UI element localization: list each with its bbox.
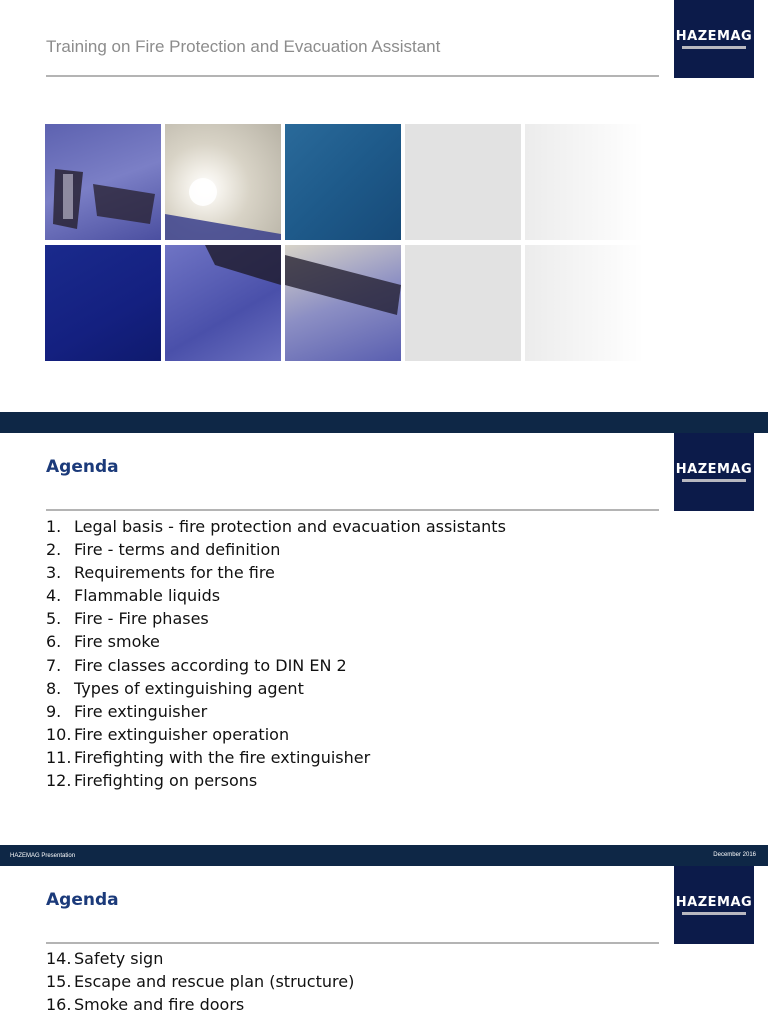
list-item: 8. Types of extinguishing agent: [46, 678, 304, 698]
list-item: 4. Flammable liquids: [46, 586, 221, 606]
logo-underline: [682, 912, 746, 915]
agenda-list: [46, 947, 354, 1016]
hero-image-mosaic: [45, 124, 645, 362]
slide-title: [0, 0, 768, 412]
slide-footer: [0, 845, 768, 866]
hazemag-logo: [674, 433, 754, 511]
list-item: 2. Fire - terms and definition: [46, 540, 281, 560]
logo-underline: [682, 46, 746, 49]
list-item: 7. Fire classes according to DIN EN 2: [46, 655, 347, 675]
list-item: 11. Firefighting with the fire extinguisher: [46, 747, 371, 767]
agenda-list: [46, 515, 506, 792]
slide-separator-band: [0, 412, 768, 433]
slide-agenda-1: [0, 433, 768, 845]
mosaic-tile: [525, 245, 641, 361]
mosaic-tile: [405, 245, 521, 361]
agenda-heading: Agenda: [46, 890, 119, 910]
list-item: 14. Safety sign: [46, 949, 164, 968]
list-item: 3. Requirements for the fire: [46, 563, 275, 583]
agenda-heading: Agenda: [46, 457, 119, 477]
list-item: 9. Fire extinguisher: [46, 701, 208, 721]
logo-text: HAZEMAG: [675, 28, 753, 44]
list-item: 6. Fire smoke: [46, 632, 160, 652]
list-item: 15. Escape and rescue plan (structure): [46, 972, 355, 992]
hazemag-logo: [674, 0, 754, 78]
list-item: 12. Firefighting on persons: [46, 771, 258, 791]
logo-underline: [682, 479, 746, 482]
hazemag-logo: [674, 866, 754, 944]
logo-text: HAZEMAG: [675, 894, 753, 910]
mosaic-tile: [285, 124, 401, 240]
presentation-title: Training on Fire Protection and Evacuation Assistant: [46, 37, 441, 56]
mosaic-tile: [525, 124, 641, 240]
slide-agenda-2: [0, 866, 768, 1024]
mosaic-tile: [165, 124, 281, 240]
agenda-rule: [46, 509, 659, 511]
light-glare-image: [165, 124, 281, 240]
metal-letters-image: [45, 124, 161, 240]
list-item: 1. Legal basis - fire protection and evacuation assistants: [46, 517, 506, 536]
metal-letters-image: [165, 245, 281, 361]
logo-text: HAZEMAG: [675, 461, 753, 477]
metal-letters-image: [285, 245, 401, 361]
mosaic-tile: [45, 245, 161, 361]
list-item: 5. Fire - Fire phases: [46, 609, 209, 629]
list-item: 16. Smoke and fire doors: [46, 995, 245, 1015]
mosaic-tile: [405, 124, 521, 240]
title-rule: [46, 75, 659, 77]
mosaic-tile: [285, 245, 401, 361]
footer-date: December 2016: [713, 852, 756, 858]
agenda-rule: [46, 942, 659, 944]
mosaic-tile: [45, 124, 161, 240]
list-item: 10. Fire extinguisher operation: [46, 724, 290, 744]
mosaic-tile: [165, 245, 281, 361]
footer-presentation-label: HAZEMAG Presentation: [10, 853, 76, 859]
